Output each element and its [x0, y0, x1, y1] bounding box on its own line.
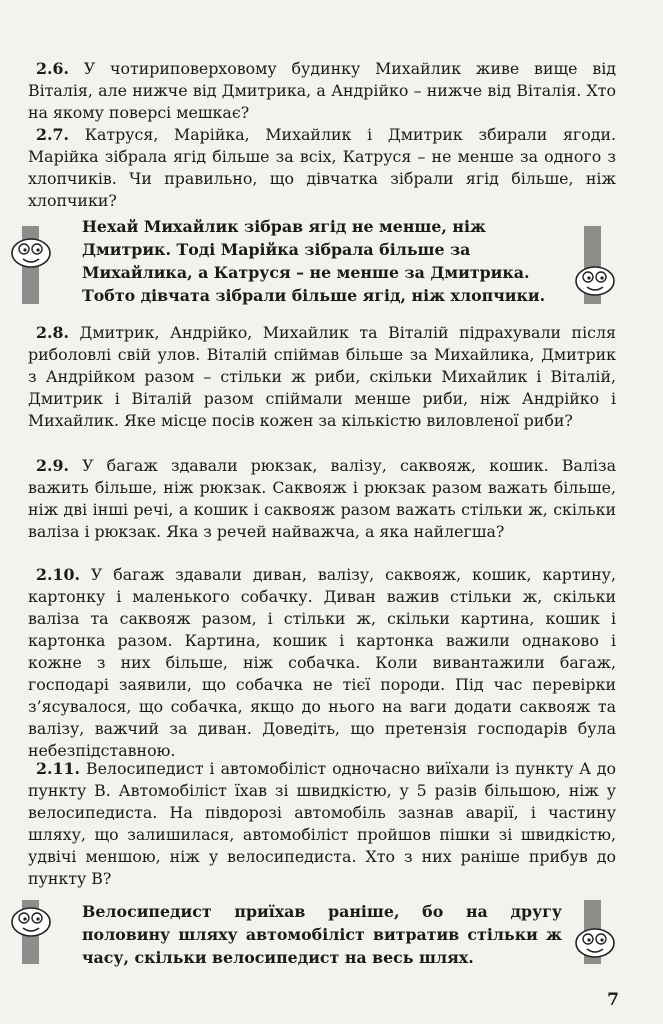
- problem-2-8: [28, 322, 616, 432]
- problem-2-7: [28, 124, 616, 212]
- smiley-face-icon: [8, 236, 54, 270]
- page-number: 7: [607, 990, 619, 1010]
- problem-text: У багаж здавали диван, валізу, саквояж, кошик, картину, картонку і маленького собачку. Диван важив стільки ж, скільки валіза та саквояж разом, і стільки ж, скільки картина, кошик і картонка разом. Картина, кошик і картонка важили однаково і кожне з них більше, ніж собачка. Коли вивантажили багаж, господарі заявили, що собачка не тієї породи. Під час перевірки з’ясувалося, що собачка, якщо до нього на ваги додати саквояж та валізу, важчий за диван. Доведіть, що претензія господарів була небезпідставною.: [28, 565, 616, 760]
- problem-number: 2.11.: [36, 759, 80, 778]
- problem-text: У багаж здавали рюкзак, валізу, саквояж, кошик. Валіза важить більше, ніж рюкзак. Саквояж і рюкзак разом важать більше, ніж дві інші речі, а кошик і саквояж разом важать стільки ж, скільки валіза і рюкзак. Яка з речей найважча, а яка найлегша?: [28, 456, 616, 541]
- problem-2-10: [28, 564, 616, 762]
- problem-text: Дмитрик, Андрійко, Михайлик та Віталій підрахували після риболовлі свій улов. Віталій спіймав більше за Михайлика, Дмитрик з Андрійком разом – стільки ж риби, скільки Михайлик і Віталій, Дмитрик і Віталій разом спіймали менше риби, ніж Андрійко і Михайлик. Яке місце посів кожен за кількістю виловленої риби?: [28, 323, 616, 430]
- problem-2-11: [28, 758, 616, 890]
- problem-number: 2.7.: [36, 125, 69, 144]
- problem-text: Велосипедист і автомобіліст одночасно виїхали із пункту A до пункту B. Автомобіліст їхав зі швидкістю, у 5 разів більшою, ніж у велосипедиста. На півдорозі автомобіль зазнав аварії, і частину шляху, що залишилася, автомобіліст пройшов пішки зі швидкістю, удвічі меншою, ніж у велосипедиста. Хто з них раніше прибув до пункту B?: [28, 759, 616, 888]
- problem-number: 2.8.: [36, 323, 69, 342]
- problem-2-9: [28, 455, 616, 543]
- problem-text: У чотириповерховому будинку Михайлик живе вище від Віталія, але нижче від Дмитрика, а Андрійко – нижче від Віталія. Хто на якому поверсі мешкає?: [28, 59, 616, 122]
- problem-number: 2.6.: [36, 59, 69, 78]
- problem-text: Катруся, Марійка, Михайлик і Дмитрик збирали ягоди. Марійка зібрала ягід більше за всіх, Катруся – не менше за одного з хлопчиків. Чи правильно, що дівчатка зібрали ягід більше, ніж хлопчики?: [28, 125, 616, 210]
- smiley-face-icon: [572, 926, 618, 960]
- problem-number: 2.10.: [36, 565, 80, 584]
- problem-number: 2.9.: [36, 456, 69, 475]
- smiley-face-icon: [572, 264, 618, 298]
- smiley-face-icon: [8, 905, 54, 939]
- hint-2-11: Велосипедист приїхав раніше, бо на другу половину шляху автомобіліст витратив стільки ж часу, скільки велосипедист на весь шлях.: [82, 902, 562, 967]
- problem-2-6: [28, 58, 616, 124]
- hint-2-7: Нехай Михайлик зібрав ягід не менше, ніж Дмитрик. Тоді Марійка зібрала більше за Михайлика, а Катруся – не менше за Дмитрика. Тобто дівчата зібрали більше ягід, ніж хлопчики.: [82, 217, 546, 305]
